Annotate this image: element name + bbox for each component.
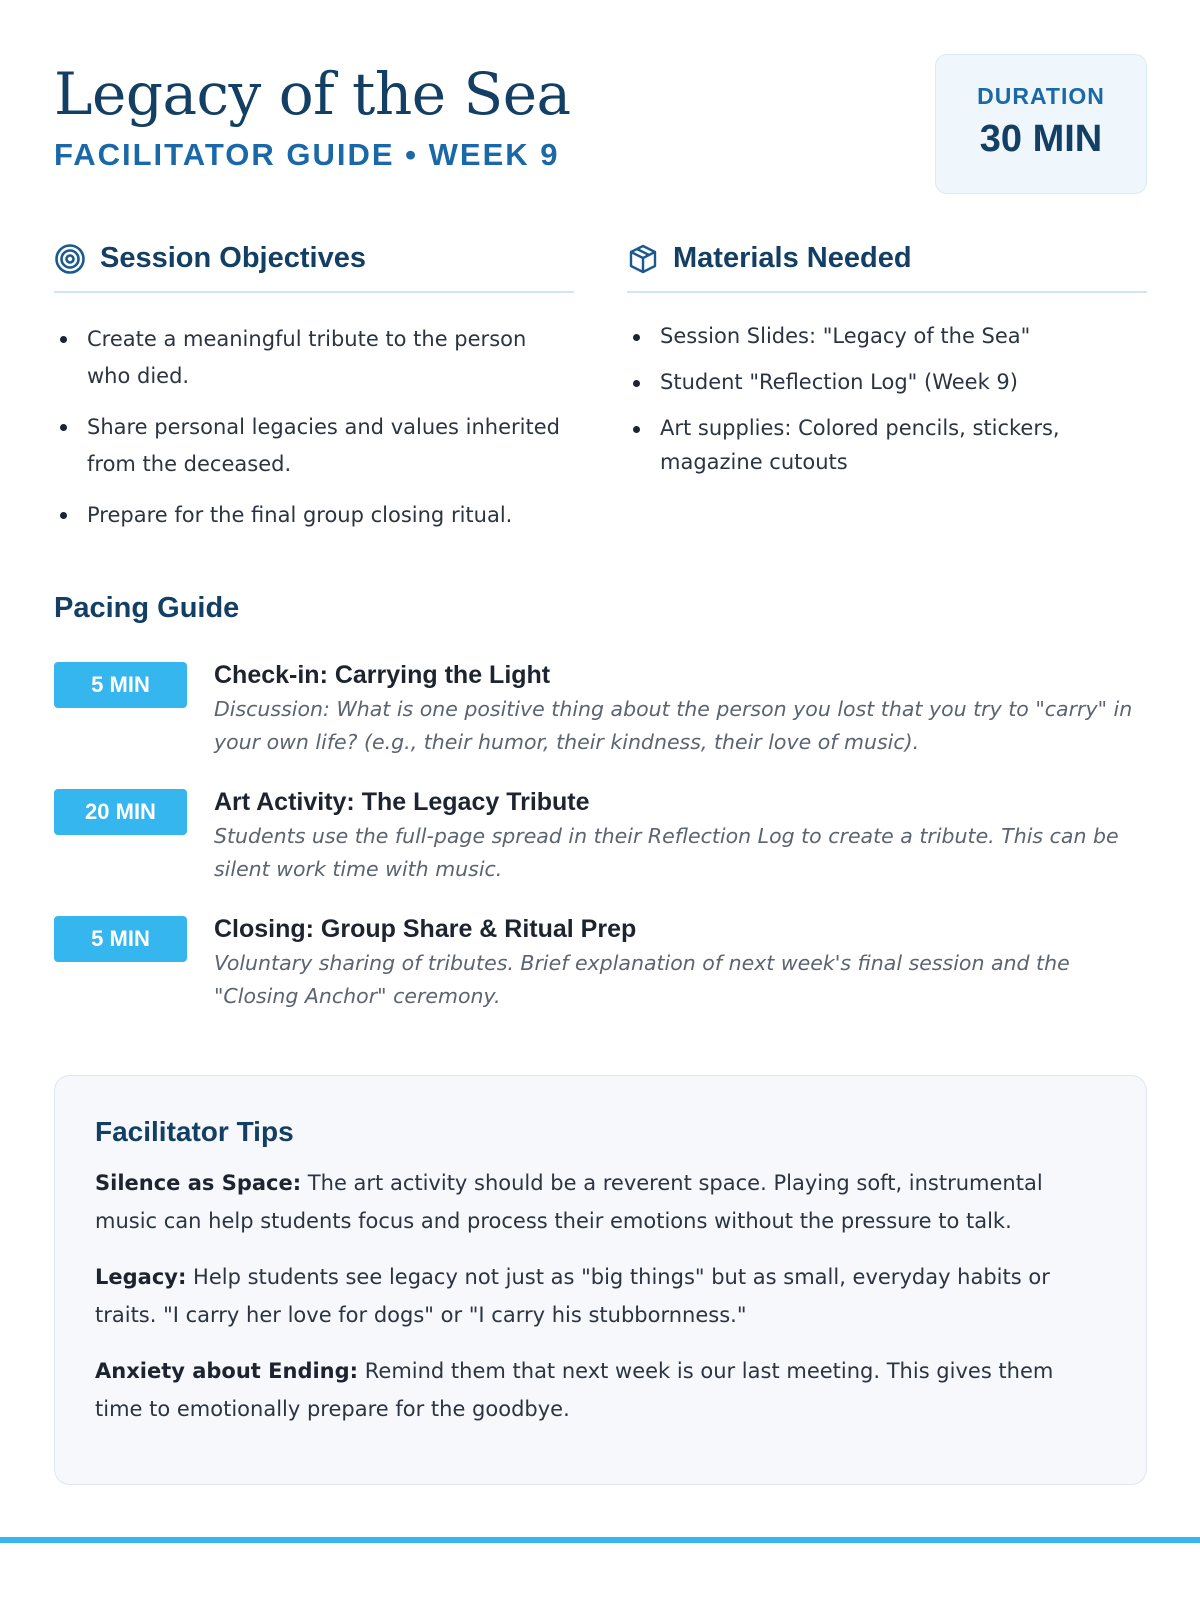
- pacing-item-description: Students use the full-page spread in their Reflection Log to create a tribute. This can be silent work time with music.: [214, 824, 1119, 881]
- page-header: [54, 52, 1147, 197]
- objectives-heading: Session Objectives: [100, 242, 366, 274]
- tip-label: Silence as Space:: [95, 1171, 302, 1195]
- tip-text: Remind them that next week is our last meeting. This gives them time to emotionally prepare for the goodbye.: [95, 1359, 1054, 1421]
- pacing-item-body: [214, 785, 1149, 886]
- time-badge: 20 MIN: [54, 789, 187, 835]
- tip-text: Help students see legacy not just as "big things" but as small, everyday habits or traits. "I carry her love for dogs" or "I carry his stubbornness.": [95, 1265, 1050, 1327]
- list-item: Session Slides: "Legacy of the Sea": [627, 319, 1147, 353]
- list-item: Create a meaningful tribute to the person who died.: [54, 321, 574, 395]
- list-item: Art supplies: Colored pencils, stickers, magazine cutouts: [627, 411, 1147, 479]
- list-item: Prepare for the final group closing ritual.: [54, 497, 574, 534]
- tip-text: The art activity should be a reverent space. Playing soft, instrumental music can help students focus and process their emotions without the pressure to talk.: [95, 1171, 1043, 1233]
- page-title: Legacy of the Sea: [54, 60, 571, 128]
- tip-label: Legacy:: [95, 1265, 187, 1289]
- materials-heading: Materials Needed: [673, 242, 912, 274]
- tip-item: [95, 1258, 1106, 1334]
- time-badge: 5 MIN: [54, 662, 187, 708]
- page-subtitle: FACILITATOR GUIDE • WEEK 9: [54, 137, 560, 172]
- pacing-item-title: Art Activity: The Legacy Tribute: [214, 788, 590, 816]
- materials-list: [627, 319, 1147, 479]
- materials-header: [627, 238, 1147, 293]
- list-item: Share personal legacies and values inherited from the deceased.: [54, 409, 574, 483]
- pacing-item-title: Closing: Group Share & Ritual Prep: [214, 915, 637, 943]
- objectives-header: [54, 238, 574, 293]
- target-icon: [54, 243, 86, 275]
- objectives-section: [54, 238, 574, 548]
- duration-label: DURATION: [977, 83, 1105, 109]
- box-icon: [627, 243, 659, 275]
- list-item: Student "Reflection Log" (Week 9): [627, 365, 1147, 399]
- pacing-item-title: Check-in: Carrying the Light: [214, 661, 551, 689]
- pacing-item-body: [214, 658, 1149, 759]
- tip-item: [95, 1352, 1106, 1428]
- time-badge: 5 MIN: [54, 916, 187, 962]
- pacing-heading: Pacing Guide: [54, 592, 240, 624]
- footer-accent-bar: [0, 1537, 1200, 1543]
- materials-section: [627, 238, 1147, 491]
- pacing-item-description: Discussion: What is one positive thing about the person you lost that you try to "carry" in your own life? (e.g., their humor, their kindness, their love of music).: [214, 697, 1133, 754]
- duration-box: [935, 54, 1147, 194]
- pacing-item-description: Voluntary sharing of tributes. Brief explanation of next week's final session and the "Closing Anchor" ceremony.: [214, 951, 1070, 1008]
- pacing-item-body: [214, 912, 1149, 1013]
- tips-heading: Facilitator Tips: [95, 1116, 294, 1147]
- tip-label: Anxiety about Ending:: [95, 1359, 359, 1383]
- objectives-list: [54, 321, 574, 534]
- facilitator-tips-box: [54, 1075, 1147, 1485]
- duration-value: 30 MIN: [979, 118, 1103, 160]
- tip-item: [95, 1164, 1106, 1240]
